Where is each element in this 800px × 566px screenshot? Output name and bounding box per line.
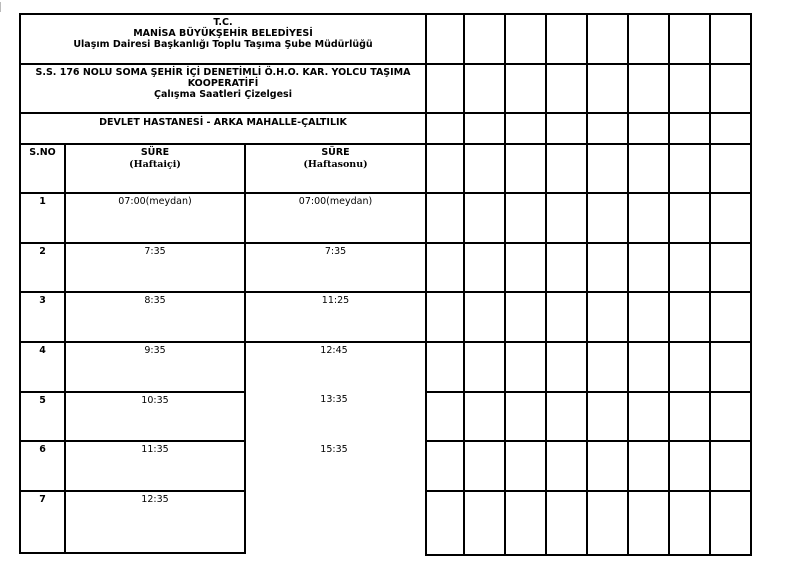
empty-grid-cell: [463, 63, 506, 114]
empty-grid-cell: [463, 440, 506, 492]
route-name: DEVLET HASTANESİ - ARKA MAHALLE-ÇALTILIK: [99, 117, 347, 128]
empty-grid-cell: [627, 391, 670, 442]
row-4-weekend: 12:45: [320, 345, 348, 356]
empty-grid-cell: [504, 242, 547, 293]
empty-grid-cell: [545, 440, 588, 492]
row-3-weekend: 11:25: [244, 291, 427, 343]
empty-grid-cell: [463, 291, 506, 343]
empty-grid-cell: [586, 192, 629, 244]
schedule-title: Çalışma Saatleri Çizelgesi: [154, 89, 292, 100]
empty-grid-cell: [504, 112, 547, 145]
empty-grid-cell: [425, 341, 465, 393]
empty-grid-cell: [586, 143, 629, 194]
row-5-weekend: 13:35: [320, 394, 348, 405]
row-6-no: 6: [19, 440, 66, 492]
empty-grid-cell: [545, 13, 588, 65]
empty-grid-cell: [627, 112, 670, 145]
empty-grid-cell: [627, 341, 670, 393]
empty-grid-cell: [627, 63, 670, 114]
empty-grid-cell: [504, 13, 547, 65]
cooperative-name-line2: KOOPERATİFİ: [187, 78, 259, 89]
empty-grid-cell: [586, 490, 629, 556]
empty-grid-cell: [545, 291, 588, 343]
weekday-header: [64, 143, 246, 194]
empty-grid-cell: [668, 440, 711, 492]
empty-grid-cell: [668, 341, 711, 393]
empty-grid-cell: [709, 63, 752, 114]
empty-grid-cell: [586, 341, 629, 393]
empty-grid-cell: [425, 490, 465, 556]
empty-grid-cell: [586, 291, 629, 343]
weekend-header: [244, 143, 427, 194]
empty-grid-cell: [504, 63, 547, 114]
empty-grid-cell: [425, 143, 465, 194]
empty-grid-cell: [545, 391, 588, 442]
row-2-weekend: 7:35: [244, 242, 427, 293]
empty-grid-cell: [709, 13, 752, 65]
empty-grid-cell: [668, 112, 711, 145]
row-4-weekday: 9:35: [64, 341, 246, 393]
header-line-municipality: MANİSA BÜYÜKŞEHİR BELEDİYESİ: [133, 28, 313, 39]
empty-grid-cell: [504, 291, 547, 343]
empty-grid-cell: [504, 143, 547, 194]
empty-grid-cell: [504, 341, 547, 393]
row-1-no: 1: [19, 192, 66, 244]
weekday-header-sub: (Haftaiçi): [129, 159, 181, 170]
empty-grid-cell: [709, 291, 752, 343]
weekend-header-title: SÜRE: [321, 147, 350, 158]
empty-grid-cell: [463, 143, 506, 194]
row-1-weekday: 07:00(meydan): [64, 192, 246, 244]
header-block: [19, 13, 427, 65]
row-3-no: 3: [19, 291, 66, 343]
empty-grid-cell: [668, 490, 711, 556]
empty-grid-cell: [668, 291, 711, 343]
empty-grid-cell: [504, 192, 547, 244]
row-2-weekday: 7:35: [64, 242, 246, 293]
row-2-no: 2: [19, 242, 66, 293]
empty-grid-cell: [425, 63, 465, 114]
empty-grid-cell: [668, 13, 711, 65]
sno-header: [19, 143, 66, 194]
empty-grid-cell: [668, 143, 711, 194]
empty-grid-cell: [709, 192, 752, 244]
route-block: [19, 112, 427, 145]
empty-grid-cell: [709, 143, 752, 194]
empty-grid-cell: [425, 291, 465, 343]
cooperative-block: [19, 63, 427, 114]
empty-grid-cell: [709, 440, 752, 492]
row-3-weekday: 8:35: [64, 291, 246, 343]
empty-grid-cell: [709, 112, 752, 145]
empty-grid-cell: [504, 490, 547, 556]
cooperative-name-line: S.S. 176 NOLU SOMA ŞEHİR İÇİ DENETİMLİ Ö.H.O. KAR. YOLCU TAŞIMA: [35, 67, 411, 78]
row-7-no: 7: [19, 490, 66, 554]
empty-grid-cell: [463, 112, 506, 145]
weekend-header-sub: (Haftasonu): [303, 159, 368, 170]
empty-grid-cell: [586, 440, 629, 492]
empty-grid-cell: [668, 242, 711, 293]
empty-grid-cell: [545, 341, 588, 393]
empty-grid-cell: [627, 242, 670, 293]
empty-grid-cell: [627, 440, 670, 492]
empty-grid-cell: [668, 391, 711, 442]
page-edge-mark: [0, 2, 1, 12]
empty-grid-cell: [463, 391, 506, 442]
empty-grid-cell: [709, 242, 752, 293]
empty-grid-cell: [425, 112, 465, 145]
empty-grid-cell: [545, 242, 588, 293]
empty-grid-cell: [504, 440, 547, 492]
empty-grid-cell: [668, 63, 711, 114]
empty-grid-cell: [586, 242, 629, 293]
empty-grid-cell: [627, 490, 670, 556]
empty-grid-cell: [627, 192, 670, 244]
empty-grid-cell: [425, 13, 465, 65]
sno-header-label: S.NO: [29, 147, 56, 158]
row-4-no: 4: [19, 341, 66, 393]
empty-grid-cell: [586, 391, 629, 442]
empty-grid-cell: [425, 440, 465, 492]
empty-grid-cell: [463, 192, 506, 244]
header-line-tc: T.C.: [213, 17, 233, 28]
row-1-weekend: 07:00(meydan): [244, 192, 427, 244]
empty-grid-cell: [545, 63, 588, 114]
empty-grid-cell: [425, 192, 465, 244]
row-6-weekend: 15:35: [320, 444, 348, 455]
row-7-weekday: 12:35: [64, 490, 246, 554]
header-line-department: Ulaşım Dairesi Başkanlığı Toplu Taşıma Şube Müdürlüğü: [73, 39, 373, 50]
empty-grid-cell: [586, 63, 629, 114]
empty-grid-cell: [504, 391, 547, 442]
empty-grid-cell: [586, 13, 629, 65]
empty-grid-cell: [463, 490, 506, 556]
empty-grid-cell: [545, 143, 588, 194]
row-5-no: 5: [19, 391, 66, 442]
empty-grid-cell: [545, 112, 588, 145]
empty-grid-cell: [627, 13, 670, 65]
empty-grid-cell: [668, 192, 711, 244]
empty-grid-cell: [425, 242, 465, 293]
empty-grid-cell: [463, 341, 506, 393]
empty-grid-cell: [463, 13, 506, 65]
empty-grid-cell: [586, 112, 629, 145]
empty-grid-cell: [709, 391, 752, 442]
empty-grid-cell: [545, 490, 588, 556]
empty-grid-cell: [627, 143, 670, 194]
row-6-weekday: 11:35: [64, 440, 246, 492]
empty-grid-cell: [709, 341, 752, 393]
empty-grid-cell: [545, 192, 588, 244]
empty-grid-cell: [425, 391, 465, 442]
row-5-weekday: 10:35: [64, 391, 246, 442]
weekday-header-title: SÜRE: [140, 147, 170, 158]
empty-grid-cell: [463, 242, 506, 293]
empty-grid-cell: [709, 490, 752, 556]
empty-grid-cell: [627, 291, 670, 343]
